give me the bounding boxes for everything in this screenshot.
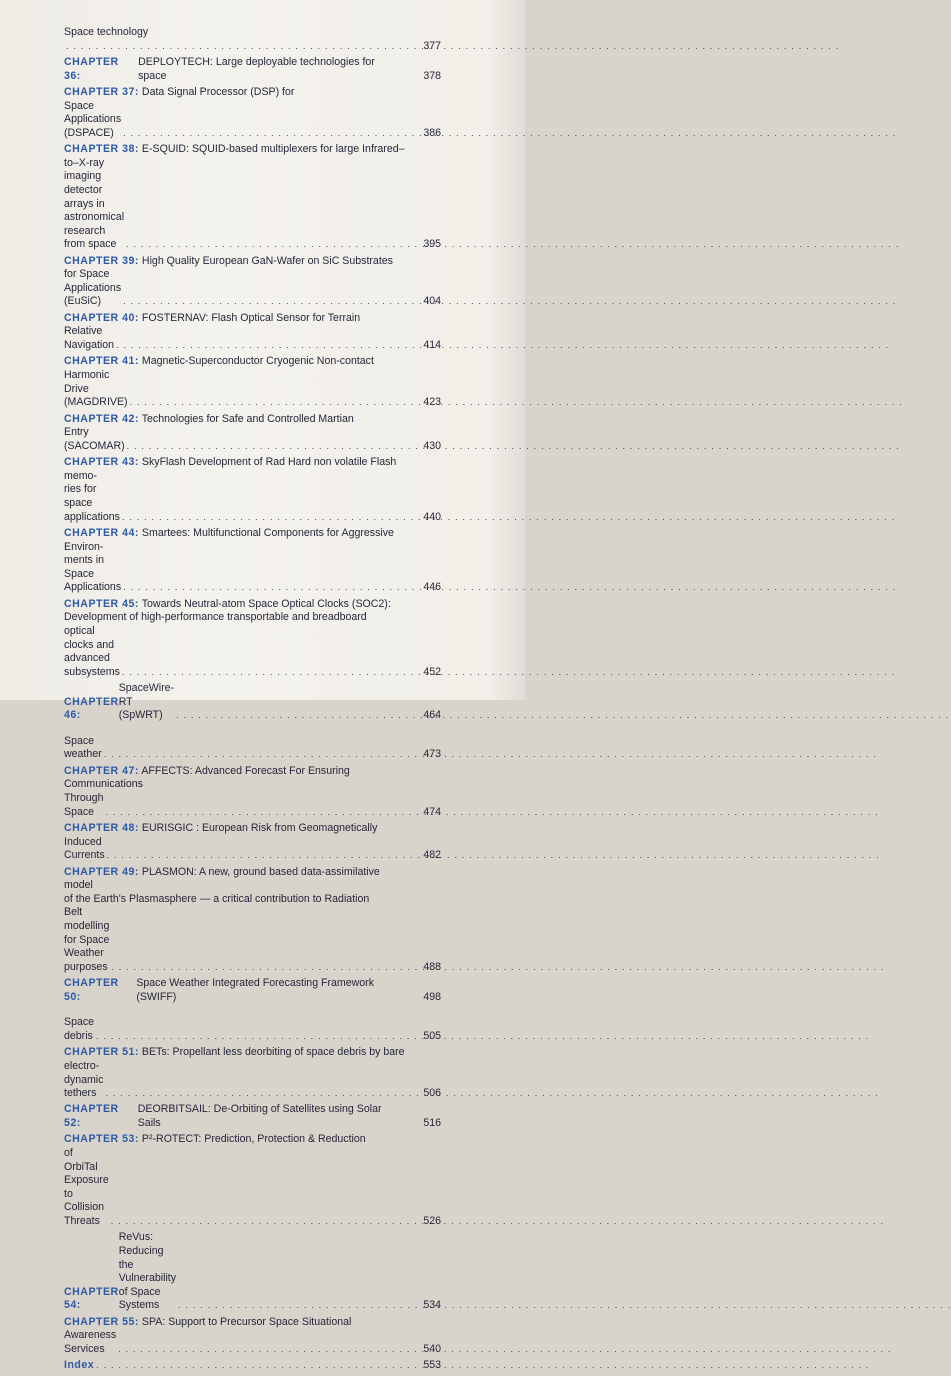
page-number: 452 [423, 665, 441, 678]
page-number: 423 [423, 396, 441, 409]
entry-title: AFFECTS: Advanced Forecast For Ensuring Communications [64, 764, 350, 791]
entry-title: BETs: Propellant less deorbiting of space debris by bare electro- [64, 1046, 405, 1072]
toc-entry [64, 1316, 441, 1357]
entry-title: DEORBITSAIL: De-Orbiting of Satellites using Solar Sails [137, 1103, 382, 1130]
page-number: 534 [423, 1299, 441, 1312]
entry-title: ries for space applications [64, 483, 120, 523]
toc-entry [64, 413, 441, 454]
toc-entry [64, 56, 441, 83]
chapter-label: CHAPTER 51: [64, 1046, 139, 1059]
page-number: 446 [423, 581, 441, 594]
entry-title: dynamic tethers [64, 1073, 104, 1100]
toc-entry [64, 977, 441, 1004]
entry-title: Towards Neutral-atom Space Optical Clocks (SOC2): [141, 597, 391, 610]
toc-section-heading [64, 1016, 441, 1043]
dot-leader [105, 806, 878, 820]
entry-title: Induced Currents [64, 835, 105, 862]
dot-leader [105, 1087, 878, 1101]
entry-title: FOSTERNAV: Flash Optical Sensor for Terrain [141, 311, 361, 324]
toc-entry [64, 86, 441, 140]
toc-section-heading [64, 26, 441, 53]
chapter-label: CHAPTER 48: [64, 822, 139, 835]
toc-entry [64, 255, 441, 309]
toc-entry [64, 682, 441, 723]
page-number: 464 [423, 709, 441, 722]
entry-title: Space Weather Integrated Forecasting Framework (SWIFF) [136, 977, 374, 1003]
entry-title: High Quality European GaN-Wafer on SiC Substrates for Space [64, 254, 393, 281]
entry-title: Technologies for Safe and Controlled Martian [141, 412, 354, 425]
entry-title: Applications (EuSiC) [64, 281, 122, 308]
dot-leader [118, 1343, 891, 1357]
chapter-label: CHAPTER 43: [64, 456, 139, 469]
toc-entry [64, 1231, 441, 1313]
page-number: 378 [423, 69, 441, 82]
chapter-label: CHAPTER 54: [64, 1285, 119, 1312]
entry-title: P²-ROTECT: Prediction, Protection & Reduction [141, 1133, 366, 1146]
page-number: 540 [423, 1342, 441, 1355]
page-number: 553 [423, 1359, 441, 1372]
entry-title: Space weather [64, 734, 102, 761]
entry-title: Belt modelling for Space Weather purposes [64, 906, 110, 973]
entry-title: Smartees: Multifunctional Components for Aggressive Environ- [64, 526, 394, 553]
entry-title: Through Space [64, 792, 104, 818]
page-number: 404 [423, 295, 441, 308]
toc-entry [64, 456, 441, 524]
entry-title: ments in Space Applications [64, 554, 122, 594]
dot-leader [178, 1299, 951, 1313]
entry-title: optical clocks and advanced subsystems [64, 624, 120, 678]
page-number: 440 [423, 510, 441, 523]
chapter-label: CHAPTER 42: [64, 412, 139, 425]
toc-entry [64, 765, 441, 819]
entry-title: imaging detector arrays in astronomical research from space [64, 170, 125, 251]
dot-leader [96, 1359, 869, 1373]
entry-title: DEPLOYTECH: Large deployable technologies for space [138, 55, 375, 82]
page-number: 488 [423, 960, 441, 973]
toc-entry [64, 866, 441, 975]
dot-leader [104, 748, 877, 762]
toc-entry [64, 822, 441, 863]
entry-title: Space technology [64, 26, 149, 38]
entry-title: SPA: Support to Precursor Space Situational [141, 1315, 352, 1328]
chapter-label: CHAPTER 37: [64, 85, 139, 98]
dot-leader [176, 709, 949, 723]
entry-title: Harmonic Drive (MAGDRIVE) [64, 369, 128, 409]
page-number: 505 [423, 1029, 441, 1042]
dot-leader [111, 1215, 884, 1229]
chapter-label: CHAPTER 38: [64, 143, 139, 156]
chapter-label: CHAPTER 36: [64, 55, 119, 82]
chapter-label: CHAPTER 50: [64, 977, 119, 1003]
entry-title: SpaceWire-RT (SpWRT) [118, 682, 175, 722]
toc-entry [64, 312, 441, 353]
page-number: 506 [423, 1087, 441, 1100]
dot-leader [96, 1030, 869, 1044]
toc-entry [64, 1133, 441, 1228]
entry-title: Development of high-performance transportable and breadboard [64, 611, 367, 624]
entry-title: of OrbiTal Exposure to Collision Threats [64, 1147, 109, 1228]
entry-title: Magnetic-Superconductor Cryogenic Non-contact [141, 355, 374, 368]
chapter-label: CHAPTER 47: [64, 764, 139, 777]
chapter-label: Index [64, 1359, 95, 1372]
page-number: 473 [423, 748, 441, 761]
page-number: 474 [423, 805, 441, 818]
entry-title: Entry (SACOMAR) [64, 426, 125, 452]
page-number: 430 [423, 439, 441, 452]
chapter-label: CHAPTER 55: [64, 1315, 139, 1328]
entry-title: EURISGIC : European Risk from Geomagnetically [141, 822, 378, 835]
page-number: 414 [423, 339, 441, 352]
chapter-label: CHAPTER 49: [64, 865, 139, 878]
page-number: 498 [423, 990, 441, 1003]
toc-entry [64, 1103, 441, 1130]
table-of-contents [64, 22, 441, 1376]
chapter-label: CHAPTER 39: [64, 254, 139, 267]
entry-title: Space Applications (DSPACE) [64, 99, 122, 139]
chapter-label: CHAPTER 45: [64, 597, 139, 610]
page-number: 377 [423, 39, 441, 52]
toc-entry [64, 355, 441, 409]
toc-entry [64, 1046, 441, 1100]
toc-section-heading [64, 735, 441, 762]
entry-title: of the Earth's Plasmasphere — a critical contribution to Radiation [64, 892, 370, 905]
entry-title: Relative Navigation [64, 325, 115, 352]
entry-title: Data Signal Processor (DSP) for [141, 85, 295, 98]
page-number: 386 [423, 126, 441, 139]
page-number: 526 [423, 1215, 441, 1228]
dot-leader [66, 40, 839, 54]
chapter-label: CHAPTER 41: [64, 355, 139, 368]
toc-entry [64, 527, 441, 595]
entry-title: PLASMON: A new, ground based data-assimilative model [64, 865, 380, 892]
page-edge-shadow [489, 0, 525, 700]
toc-entry [64, 143, 441, 252]
chapter-label: CHAPTER 53: [64, 1133, 139, 1146]
entry-title: ReVus: Reducing the Vulnerability of Space Systems [118, 1231, 177, 1312]
chapter-label: CHAPTER 52: [64, 1103, 119, 1130]
entry-title: E-SQUID: SQUID-based multiplexers for large Infrared–to–X-ray [64, 143, 405, 169]
chapter-label: CHAPTER 44: [64, 526, 139, 539]
entry-title: Space debris [64, 1016, 95, 1042]
chapter-label: CHAPTER 46: [64, 695, 119, 722]
dot-leader [107, 849, 880, 863]
toc-entry [64, 1359, 441, 1373]
toc-entry [64, 598, 441, 680]
chapter-label: CHAPTER 40: [64, 311, 139, 324]
entry-title: Awareness Services [64, 1329, 117, 1355]
page-number: 516 [423, 1117, 441, 1130]
dot-leader [111, 961, 884, 975]
page-number: 395 [423, 238, 441, 251]
entry-title: SkyFlash Development of Rad Hard non volatile Flash memo- [64, 456, 397, 482]
page-number: 482 [423, 849, 441, 862]
